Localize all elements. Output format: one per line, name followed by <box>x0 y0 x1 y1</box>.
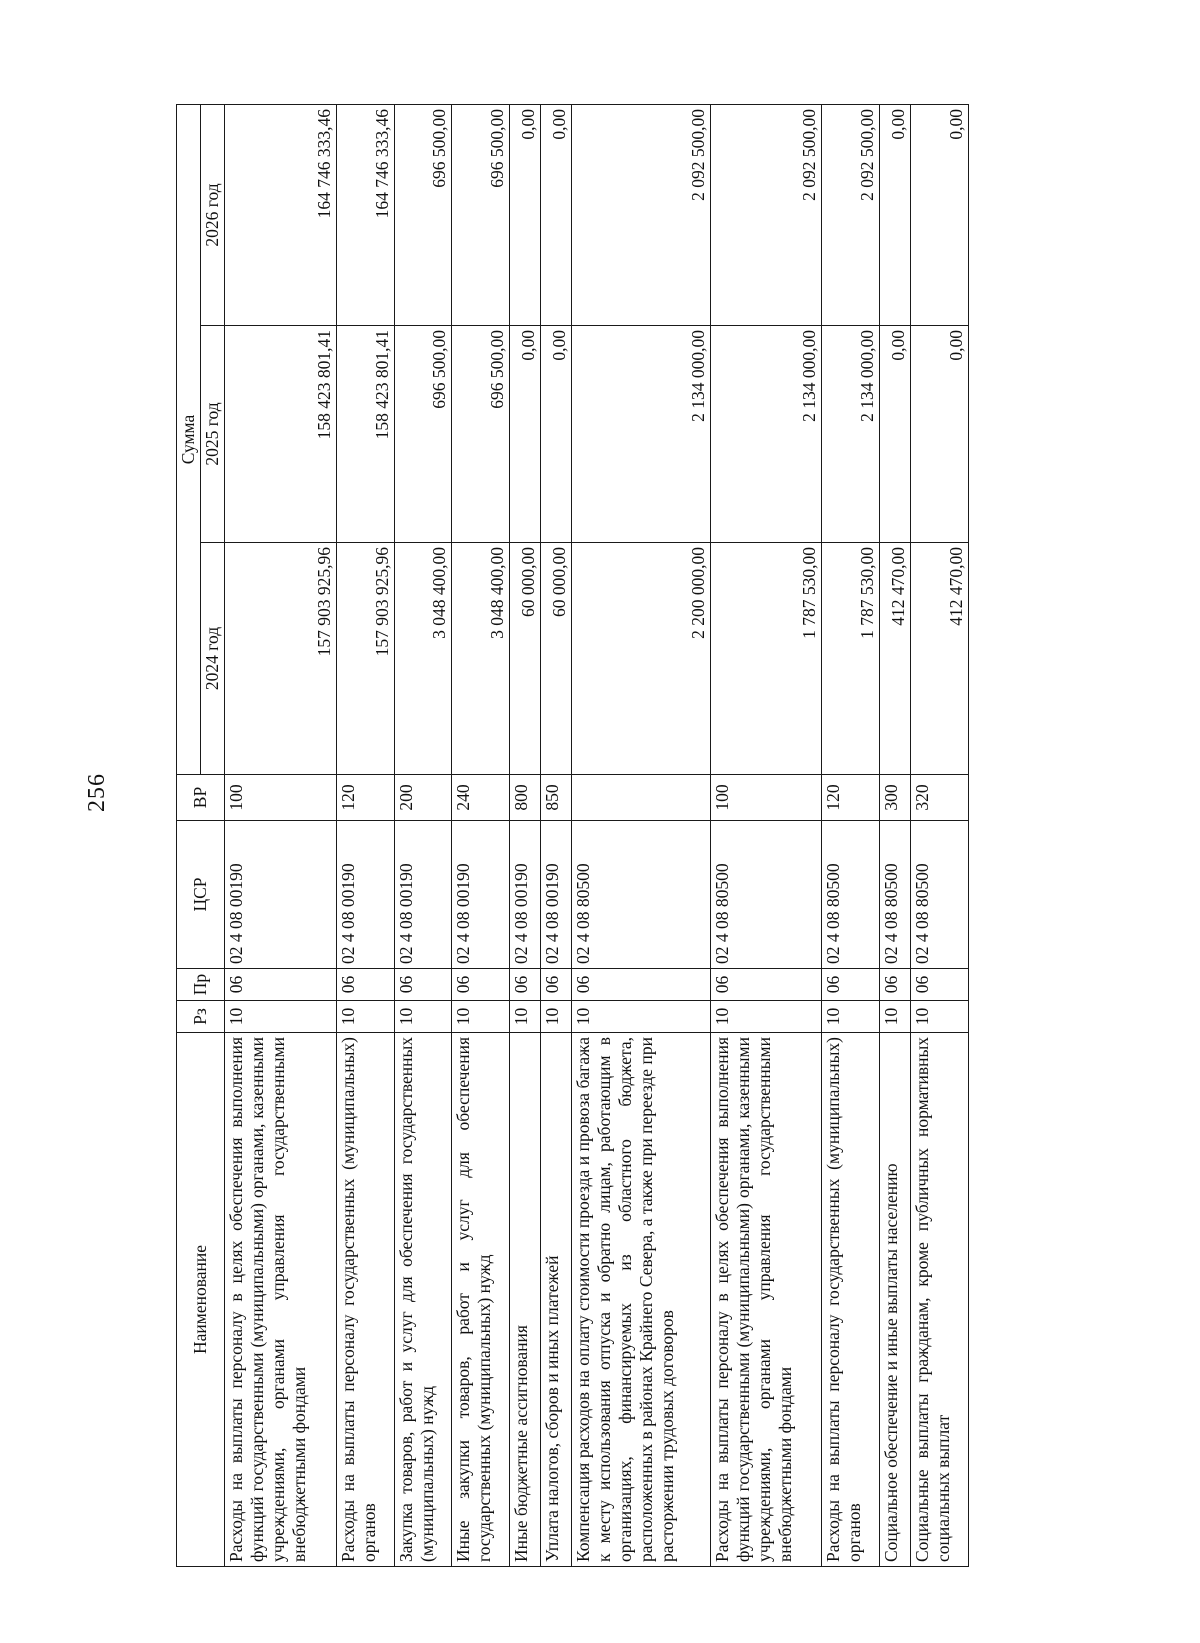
cell-amount-2026: 2 092 500,00 <box>822 104 880 325</box>
cell-name: Социальные выплаты гражданам, кроме публичных нормативных социальных выплат <box>911 1033 969 1567</box>
table-row <box>710 104 822 1566</box>
budget-table-container <box>176 105 969 1567</box>
page-number: 256 <box>84 773 110 812</box>
cell-name: Расходы на выплаты персоналу государственных (муниципальных) органов <box>336 1033 394 1567</box>
cell-amount-2024: 60 000,00 <box>541 543 572 775</box>
budget-table <box>176 104 969 1567</box>
cell-pr: 06 <box>541 969 572 1001</box>
cell-amount-2026: 0,00 <box>911 104 969 325</box>
cell-rz: 10 <box>541 1001 572 1033</box>
cell-amount-2025: 2 134 000,00 <box>571 326 710 543</box>
cell-name: Уплата налогов, сборов и иных платежей <box>541 1033 572 1567</box>
cell-amount-2024: 412 470,00 <box>911 543 969 775</box>
cell-amount-2024: 412 470,00 <box>880 543 911 775</box>
cell-rz: 10 <box>510 1001 541 1033</box>
table-row <box>510 104 541 1566</box>
cell-pr: 06 <box>880 969 911 1001</box>
cell-pr: 06 <box>710 969 822 1001</box>
table-row <box>394 104 452 1566</box>
table-row <box>452 104 510 1566</box>
cell-rz: 10 <box>452 1001 510 1033</box>
cell-amount-2025: 696 500,00 <box>394 326 452 543</box>
cell-vr: 120 <box>336 775 394 821</box>
cell-vr: 100 <box>225 775 337 821</box>
cell-vr: 850 <box>541 775 572 821</box>
table-row <box>541 104 572 1566</box>
cell-pr: 06 <box>571 969 710 1001</box>
cell-pr: 06 <box>394 969 452 1001</box>
cell-csr: 02 4 08 00190 <box>394 821 452 969</box>
cell-name: Закупка товаров, работ и услуг для обеспечения государственных (муниципальных) нужд <box>394 1033 452 1567</box>
cell-name: Социальное обеспечение и иные выплаты населению <box>880 1033 911 1567</box>
cell-amount-2026: 696 500,00 <box>452 104 510 325</box>
cell-csr: 02 4 08 00190 <box>510 821 541 969</box>
cell-csr: 02 4 08 80500 <box>911 821 969 969</box>
table-row <box>336 104 394 1566</box>
cell-csr: 02 4 08 80500 <box>880 821 911 969</box>
cell-amount-2024: 3 048 400,00 <box>394 543 452 775</box>
cell-amount-2026: 164 746 333,46 <box>225 104 337 325</box>
table-row <box>822 104 880 1566</box>
cell-rz: 10 <box>336 1001 394 1033</box>
cell-pr: 06 <box>822 969 880 1001</box>
cell-amount-2024: 2 200 000,00 <box>571 543 710 775</box>
cell-vr: 320 <box>911 775 969 821</box>
cell-pr: 06 <box>452 969 510 1001</box>
cell-amount-2024: 157 903 925,96 <box>225 543 337 775</box>
cell-rz: 10 <box>394 1001 452 1033</box>
cell-name: Иные бюджетные ассигнования <box>510 1033 541 1567</box>
cell-pr: 06 <box>911 969 969 1001</box>
header-2024: 2024 год <box>201 543 225 775</box>
table-row <box>911 104 969 1566</box>
cell-rz: 10 <box>911 1001 969 1033</box>
cell-rz: 10 <box>225 1001 337 1033</box>
cell-rz: 10 <box>710 1001 822 1033</box>
cell-amount-2025: 2 134 000,00 <box>822 326 880 543</box>
cell-amount-2025: 0,00 <box>911 326 969 543</box>
cell-name: Иные закупки товаров, работ и услуг для обеспечения государственных (муниципальных) нужд <box>452 1033 510 1567</box>
cell-amount-2026: 2 092 500,00 <box>710 104 822 325</box>
cell-pr: 06 <box>225 969 337 1001</box>
cell-csr: 02 4 08 80500 <box>710 821 822 969</box>
cell-vr: 800 <box>510 775 541 821</box>
cell-amount-2026: 2 092 500,00 <box>571 104 710 325</box>
cell-amount-2024: 60 000,00 <box>510 543 541 775</box>
cell-vr: 100 <box>710 775 822 821</box>
header-vr: ВР <box>177 775 225 821</box>
header-rz: Рз <box>177 1001 225 1033</box>
cell-amount-2024: 157 903 925,96 <box>336 543 394 775</box>
cell-name: Расходы на выплаты персоналу в целях обеспечения выполнения функций государственными (муниципальными) органами, казенными учреждениями, органами управления государственными внебюджетными фондами <box>225 1033 337 1567</box>
table-row <box>880 104 911 1566</box>
header-2025: 2025 год <box>201 326 225 543</box>
cell-amount-2024: 3 048 400,00 <box>452 543 510 775</box>
cell-csr: 02 4 08 00190 <box>336 821 394 969</box>
cell-amount-2024: 1 787 530,00 <box>710 543 822 775</box>
table-row <box>225 104 337 1566</box>
cell-csr: 02 4 08 00190 <box>225 821 337 969</box>
cell-vr: 300 <box>880 775 911 821</box>
cell-pr: 06 <box>336 969 394 1001</box>
cell-amount-2025: 696 500,00 <box>452 326 510 543</box>
cell-vr: 240 <box>452 775 510 821</box>
cell-name: Компенсация расходов на оплату стоимости проезда и провоза багажа к месту использования отпуска и обратно лицам, работающим в организациях, финансируемых из областного бюджета, расположенных в районах Крайнего Севера, а также при переезде при расторжении трудовых договоров <box>571 1033 710 1567</box>
cell-csr: 02 4 08 00190 <box>541 821 572 969</box>
cell-csr: 02 4 08 80500 <box>571 821 710 969</box>
header-name: Наименование <box>177 1033 225 1567</box>
cell-amount-2026: 696 500,00 <box>394 104 452 325</box>
cell-amount-2025: 158 423 801,41 <box>336 326 394 543</box>
cell-csr: 02 4 08 00190 <box>452 821 510 969</box>
cell-amount-2025: 0,00 <box>510 326 541 543</box>
header-2026: 2026 год <box>201 104 225 325</box>
cell-amount-2025: 2 134 000,00 <box>710 326 822 543</box>
table-body <box>225 104 969 1566</box>
cell-pr: 06 <box>510 969 541 1001</box>
cell-rz: 10 <box>571 1001 710 1033</box>
cell-amount-2024: 1 787 530,00 <box>822 543 880 775</box>
header-pr: Пр <box>177 969 225 1001</box>
cell-vr: 120 <box>822 775 880 821</box>
cell-name: Расходы на выплаты персоналу в целях обеспечения выполнения функций государственными (муниципальными) органами, казенными учреждениями, органами управления государственными внебюджетными фондами <box>710 1033 822 1567</box>
cell-rz: 10 <box>880 1001 911 1033</box>
table-header <box>177 104 225 1566</box>
cell-amount-2025: 0,00 <box>541 326 572 543</box>
cell-rz: 10 <box>822 1001 880 1033</box>
cell-name: Расходы на выплаты персоналу государственных (муниципальных) органов <box>822 1033 880 1567</box>
header-sum: Сумма <box>177 104 201 774</box>
cell-amount-2025: 158 423 801,41 <box>225 326 337 543</box>
cell-amount-2026: 164 746 333,46 <box>336 104 394 325</box>
header-csr: ЦСР <box>177 821 225 969</box>
cell-amount-2025: 0,00 <box>880 326 911 543</box>
cell-csr: 02 4 08 80500 <box>822 821 880 969</box>
cell-amount-2026: 0,00 <box>510 104 541 325</box>
cell-vr <box>571 775 710 821</box>
table-row <box>571 104 710 1566</box>
cell-amount-2026: 0,00 <box>541 104 572 325</box>
cell-vr: 200 <box>394 775 452 821</box>
cell-amount-2026: 0,00 <box>880 104 911 325</box>
